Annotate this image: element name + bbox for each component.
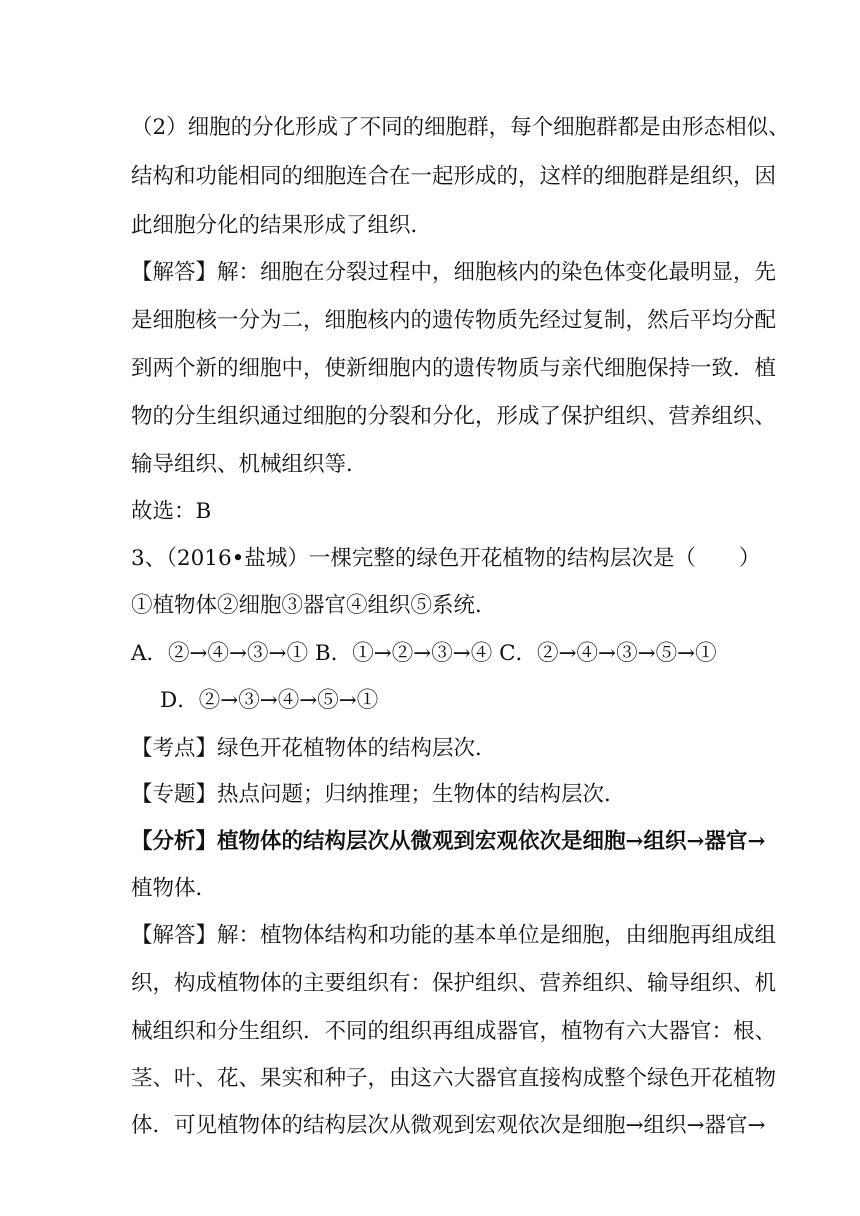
text-line: 到两个新的细胞中，使新细胞内的遗传物质与亲代细胞保持一致．植 — [131, 356, 777, 381]
options-line: A．②→④→③→① B．①→②→③→④ C．②→④→③→⑤→① — [131, 641, 717, 666]
topic-line: 【专题】热点问题；归纳推理；生物体的结构层次． — [131, 782, 626, 807]
kaodian-line: 【考点】绿色开花植物体的结构层次． — [131, 736, 497, 761]
text-line: 茎、叶、花、果实和种子，由这六大器官直接构成整个绿色开花植物 — [131, 1066, 777, 1091]
text-line: 体．可见植物体的结构层次从微观到宏观依次是细胞→组织→器官→ — [131, 1113, 766, 1138]
text-line: （2）细胞的分化形成了不同的细胞群，每个细胞群都是由形态相似、 — [131, 115, 790, 140]
text-line: 织，构成植物体的主要组织有：保护组织、营养组织、输导组织、机 — [131, 971, 777, 996]
text-line: 械组织和分生组织．不同的组织再组成器官，植物有六大器官：根、 — [131, 1019, 777, 1044]
analysis-line: 植物体． — [131, 876, 218, 901]
options-line: D．②→③→④→⑤→① — [160, 688, 379, 713]
question-line: ①植物体②细胞③器官④组织⑤系统． — [131, 593, 497, 618]
answer-line: 【解答】解：细胞在分裂过程中，细胞核内的染色体变化最明显，先 — [131, 260, 777, 285]
text-line: 结构和功能相同的细胞连合在一起形成的，这样的细胞群是组织，因 — [131, 164, 777, 189]
question-line: 3、（2016•盐城）一棵完整的绿色开花植物的结构层次是（ ） — [131, 546, 761, 571]
choice-line: 故选：B — [131, 499, 212, 524]
text-line: 物的分生组织通过细胞的分裂和分化，形成了保护组织、营养组织、 — [131, 404, 777, 429]
text-line: 输导组织、机械组织等． — [131, 452, 368, 477]
answer-line: 【解答】解：植物体结构和功能的基本单位是细胞，由细胞再组成组 — [131, 923, 777, 948]
analysis-line: 【分析】植物体的结构层次从微观到宏观依次是细胞→组织→器官→ — [131, 829, 766, 854]
text-line: 是细胞核一分为二，细胞核内的遗传物质先经过复制，然后平均分配 — [131, 308, 777, 333]
text-line: 此细胞分化的结果形成了组织． — [131, 213, 433, 238]
